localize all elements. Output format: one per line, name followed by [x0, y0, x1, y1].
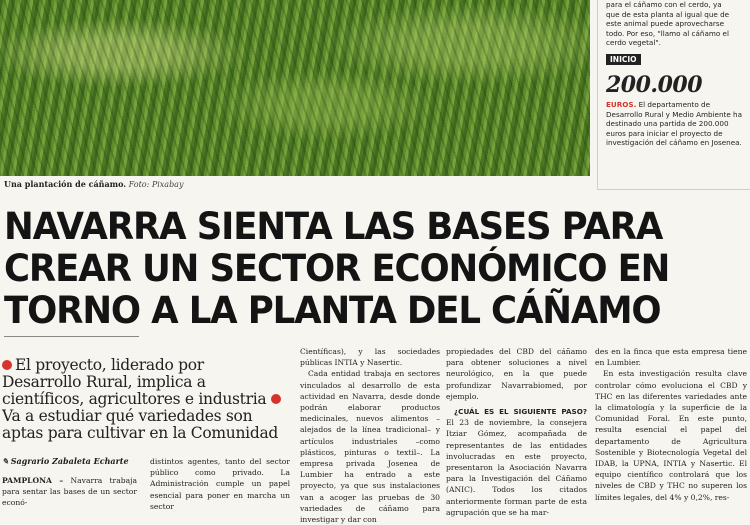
- sidebar-line: este animal puede aprovecharse: [606, 19, 725, 28]
- headline-line: CREAR UN SECTOR ECONÓMICO EN: [4, 247, 670, 290]
- dateline: PAMPLONA –: [2, 476, 64, 485]
- sidebar-tag: INICIO: [606, 54, 641, 66]
- sidebar-euros-label: EUROS.: [606, 100, 637, 110]
- body-column-4: [446, 346, 587, 518]
- body-column-1: [2, 475, 137, 509]
- body-paragraph: En esta investigación resulta clave controlar cómo evoluciona el CBD y THC en las diferentes variedades ante la climatología y la superficie de la Comunidad Foral. En este punto, resulta esencial el papel del departamento de Agricultura Sostenible y Biotecnología Vegetal del IDAB, la UPNA, INTIA y Nasertic. El equipo científico controlará que los niveles de CBD y THC no superen los límites legales, del 4% y 0,2%, res-: [595, 369, 747, 502]
- body-paragraph: des en la finca que esta empresa tiene en Lumbier.: [595, 347, 747, 368]
- sidebar-big-number: 200.000: [606, 72, 703, 99]
- hemp-field-photo: [0, 0, 590, 176]
- body-text: distintos agentes, tanto del sector público como privado. La Administración cumple un papel esencial para poner en marcha un sector: [150, 457, 290, 511]
- caption-text: Una plantación de cáñamo.: [4, 179, 127, 189]
- body-text: Navarra trabaja para sentar las bases de un sector econó-: [2, 476, 137, 508]
- sidebar-euros-body: El departamento de Desarrollo Rural y Medio Ambiente ha destinado una partida de 200.000 euros para iniciar el proyecto de investigación del cáñamo en Josenea.: [606, 100, 743, 148]
- caption-credit: Foto: Pixabay: [128, 180, 184, 189]
- body-column-2: [150, 456, 290, 512]
- body-paragraph: Cada entidad trabaja en sectores vinculados al desarrollo de esta actividad en Navarra, desde donde podrán elaborar productos medicinales, nuevos alimentos –alejados de la línea tradicional– y artículos industriales –como plásticos, pinturas o textil–. La empresa privada Josenea de Lumbier ha entrado a este proyecto, ya que sus instalaciones van a acoger las pruebas de 30 variedades de cáñamo para investigar y dar con: [300, 369, 440, 525]
- headline-line: TORNO A LA PLANTA DEL CÁÑAMO: [4, 289, 661, 332]
- bullet-icon: [271, 394, 281, 404]
- sidebar-line: que de esta planta al igual que de: [606, 9, 730, 19]
- subtitle-2: Va a estudiar qué variedades son aptas para cultivar en la Comunidad: [2, 407, 279, 442]
- subtitle-1: El proyecto, liderado por Desarrollo Rural, implica a científicos, agricultores e industria: [2, 356, 267, 408]
- body-paragraph: propiedades del CBD del cáñamo para obtener soluciones a nivel neurológico, en la que puede profundizar Navarrabiomed, por ejemplo.: [446, 347, 587, 401]
- divider: [4, 336, 139, 337]
- body-column-5: [595, 346, 747, 503]
- body-column-3: [300, 346, 440, 525]
- sidebar-top-text: [606, 0, 744, 48]
- subtitle-block: [2, 357, 284, 442]
- sidebar-line: todo. Por eso, "llamo al cáñamo el: [606, 28, 729, 38]
- sidebar-euros-text: [606, 100, 744, 148]
- sidebar-line: cerdo vegetal".: [606, 38, 661, 47]
- body-paragraph: Científicas), y las sociedades públicas INTIA y Nasertic.: [300, 347, 440, 368]
- headline-line: NAVARRA SIENTA LAS BASES PARA: [4, 205, 663, 248]
- page-title: [4, 206, 676, 332]
- byline-author: Sagrario Zabaleta Echarte: [10, 456, 129, 466]
- section-question: ¿CUÁL ES EL SIGUIENTE PASO?: [454, 407, 587, 417]
- sidebar-box: [597, 0, 750, 190]
- body-paragraph: El 23 de noviembre, la consejera Itziar Gómez, acompañada de representantes de las entidades involucradas en este proyecto, presentaron la Asociación Navarra para la Investigación del Cáñamo (ANIC). Todos los citados anteriormente forman parte de esta agrupación que se ha mar-: [446, 418, 587, 517]
- bullet-icon: [2, 360, 12, 370]
- sidebar-line: para el cáñamo con el cerdo, ya: [606, 0, 722, 9]
- photo-caption: [4, 179, 183, 189]
- pen-icon: ✎: [2, 456, 9, 466]
- byline: [2, 456, 129, 466]
